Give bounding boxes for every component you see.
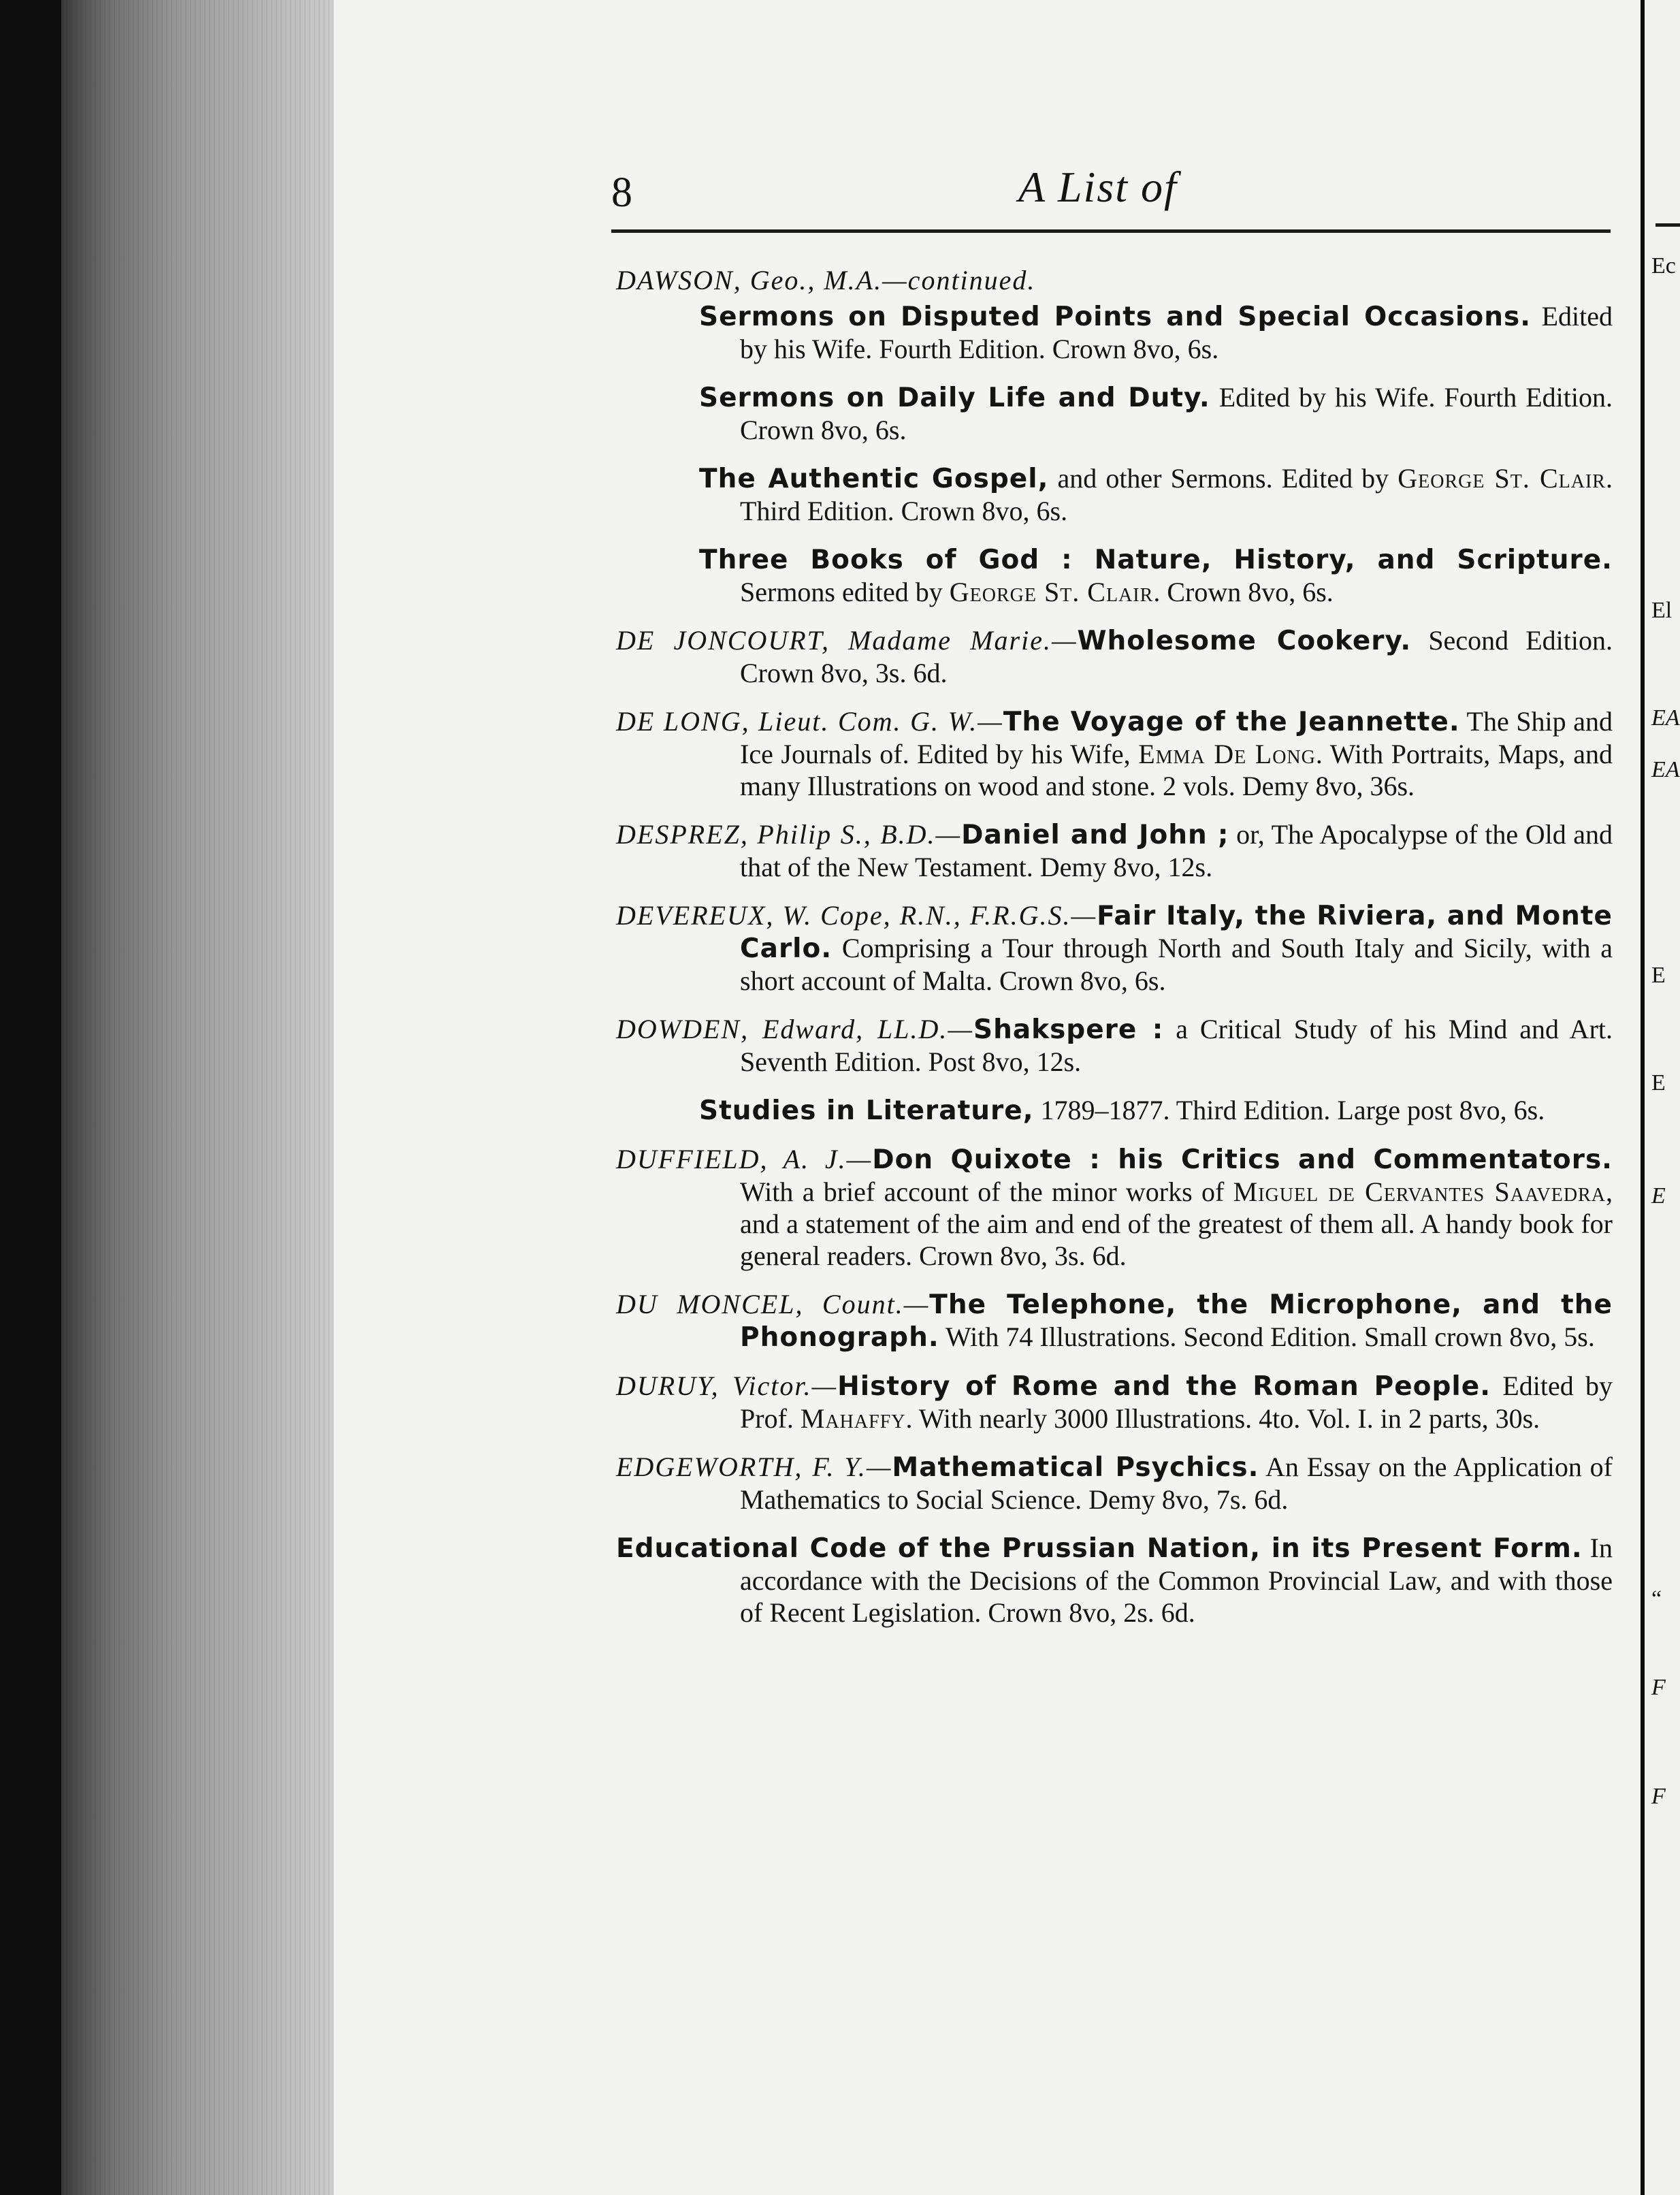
adjacent-page-fragment: El (1651, 598, 1673, 623)
entry-title: The Voyage of the Jeannette. (1003, 707, 1460, 737)
catalogue-entry (616, 543, 1613, 608)
entry-details: Edited by his Wife. Fourth Edition. Crown 8vo, 6s. (740, 301, 1613, 364)
adjacent-page-fragment: EA (1651, 705, 1680, 731)
entry-editor-name: Mahaffy (800, 1403, 906, 1434)
entry-author: EDGEWORTH, F. Y.— (616, 1452, 892, 1482)
catalogue-entry (616, 1143, 1613, 1272)
entry-details-tail: . With nearly 3000 Illustrations. 4to. Vol. I. in 2 parts, 30s. (905, 1403, 1540, 1434)
entry-editor-name: Emma De Long (1138, 739, 1316, 769)
adjacent-page-fragment: “ (1651, 1586, 1662, 1612)
adjacent-page-rule (1655, 223, 1680, 227)
adjacent-page-fragment: E (1651, 963, 1666, 988)
catalogue-entry (616, 1013, 1613, 1078)
adjacent-page-fragment: F (1651, 1675, 1666, 1700)
entry-author: DU MONCEL, Count.— (616, 1289, 930, 1319)
entry-title: Sermons on Daily Life and Duty. (699, 383, 1210, 413)
entry-title: Wholesome Cookery. (1077, 626, 1412, 656)
entry-editor-name: George St. Clair (1398, 463, 1606, 494)
entry-author: DE JONCOURT, Madame Marie.— (616, 625, 1078, 656)
header-rule (611, 229, 1611, 233)
entry-details: 1789–1877. Third Edition. Large post 8vo, 6s. (1033, 1095, 1545, 1125)
catalogue-entry (616, 1370, 1613, 1435)
entry-title: Three Books of God : Nature, History, and Scripture. (699, 545, 1613, 575)
entry-details: Comprising a Tour through North and South Italy and Sicily, with a short account of Malta. Crown 8vo, 6s. (740, 933, 1613, 996)
entry-title: History of Rome and the Roman People. (837, 1371, 1491, 1402)
entry-details: With a brief account of the minor works of (740, 1176, 1233, 1207)
adjacent-page-fragment: F (1651, 1784, 1666, 1809)
entry-details: or, The Apocalypse of the Old and that of the New Testament. Demy 8vo, 12s. (740, 819, 1613, 882)
entry-title: Educational Code of the Prussian Nation, in its Present Form. (616, 1533, 1583, 1564)
adjacent-page-margin (1641, 0, 1680, 2195)
entry-title: The Telephone, the Microphone, and the Phonograph. (740, 1289, 1613, 1353)
entry-author: DAWSON, Geo., M.A.—continued. (616, 265, 1036, 295)
catalogue-entry (616, 624, 1613, 689)
catalogue-entry (616, 264, 1613, 296)
entry-author-reference: Miguel de Cervantes Saavedra (1233, 1176, 1606, 1207)
entry-details: Edited by his Wife. Fourth Edition. Crown 8vo, 6s. (740, 382, 1613, 445)
catalogue-entry (616, 462, 1613, 527)
entry-details: Second Edition. Crown 8vo, 3s. 6d. (740, 625, 1613, 688)
catalogue-entry (616, 1094, 1613, 1127)
adjacent-page-fragment: EA (1651, 757, 1680, 782)
entry-author: DEVEREUX, W. Cope, R.N., F.R.G.S.— (616, 900, 1097, 931)
entry-details-tail: . With Portraits, Maps, and many Illustrations on wood and stone. 2 vols. Demy 8vo, 36s. (740, 739, 1613, 801)
adjacent-page-fragment: E (1651, 1183, 1666, 1208)
entry-details: a Critical Study of his Mind and Art. Seventh Edition. Post 8vo, 12s. (740, 1014, 1613, 1077)
entry-author: DE LONG, Lieut. Com. G. W.— (616, 706, 1003, 737)
entry-details: and other Sermons. Edited by (1048, 463, 1398, 494)
entry-details-tail: , and a statement of the aim and end of the greatest of them all. A handy book for general readers. Crown 8vo, 3s. 6d. (740, 1176, 1613, 1271)
book-page-edge (61, 0, 361, 2195)
entry-author: DOWDEN, Edward, LL.D.— (616, 1014, 973, 1044)
catalogue-entry (616, 381, 1613, 446)
entry-title: Mathematical Psychics. (892, 1452, 1259, 1483)
catalogue-entry (616, 1288, 1613, 1353)
catalogue-entry (616, 1532, 1613, 1629)
entry-details-tail: . Third Edition. Crown 8vo, 6s. (740, 463, 1613, 526)
entry-title: The Authentic Gospel, (699, 464, 1049, 494)
entry-author: DESPREZ, Philip S., B.D.— (616, 819, 962, 850)
entry-title: Don Quixote : his Critics and Commentators. (872, 1144, 1613, 1175)
adjacent-page-fragment: Ec (1651, 253, 1676, 278)
catalogue-entry (616, 705, 1613, 802)
catalogue-entries (616, 264, 1613, 1645)
entry-author: DUFFIELD, A. J.— (616, 1144, 873, 1174)
entry-author: DURUY, Victor.— (616, 1371, 838, 1401)
entry-title: Studies in Literature, (699, 1095, 1034, 1126)
catalogue-entry (616, 899, 1613, 997)
entry-title: Fair Italy, the Riviera, and Monte Carlo. (740, 901, 1613, 964)
entry-title: Shakspere : (973, 1014, 1164, 1045)
catalogue-entry (616, 818, 1613, 883)
entry-details: Edited by Prof. (740, 1371, 1613, 1434)
adjacent-page-fragment: E (1651, 1070, 1666, 1095)
entry-details: With 74 Illustrations. Second Edition. Small crown 8vo, 5s. (939, 1321, 1595, 1352)
page-edge-texture (61, 0, 361, 2195)
entry-details-tail: . Crown 8vo, 6s. (1153, 577, 1334, 607)
page-number: 8 (611, 170, 632, 216)
running-title: A List of (1018, 163, 1178, 211)
catalogue-entry (616, 300, 1613, 365)
entry-title: Daniel and John ; (961, 820, 1229, 850)
entry-details: Sermons edited by (740, 577, 950, 607)
entry-details: In accordance with the Decisions of the Common Provincial Law, and with those of Recent Legislation. Crown 8vo, 2s. 6d. (740, 1533, 1613, 1628)
entry-title: Sermons on Disputed Points and Special Occasions. (699, 302, 1532, 332)
catalogue-entry (616, 1451, 1613, 1516)
entry-editor-name: George St. Clair (949, 577, 1154, 607)
entry-details: The Ship and Ice Journals of. Edited by his Wife, (740, 706, 1613, 769)
entry-details: An Essay on the Application of Mathematics to Social Science. Demy 8vo, 7s. 6d. (740, 1452, 1613, 1515)
